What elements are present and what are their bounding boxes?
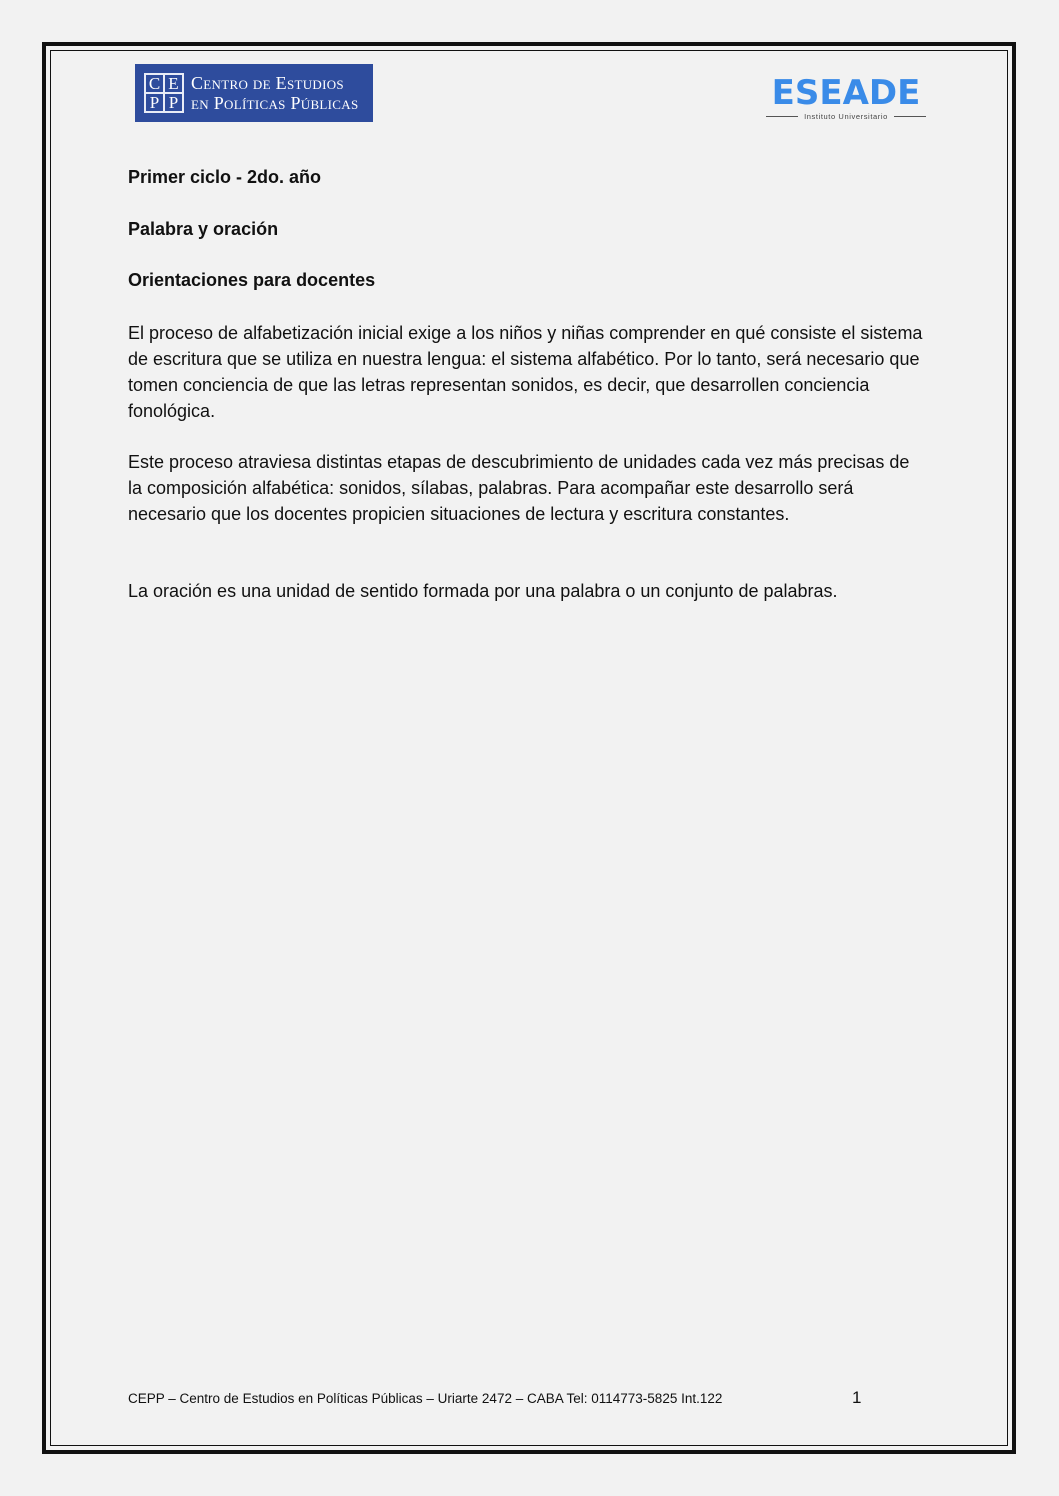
cepp-logo-mark xyxy=(144,73,184,113)
cepp-logo-text xyxy=(191,73,359,113)
heading-section: Orientaciones para docentes xyxy=(128,270,376,290)
page-border-inner xyxy=(50,50,1008,1446)
paragraph-sentence-definition: La oración es una unidad de sentido formada por una palabra o un conjunto de palabras. xyxy=(128,581,838,601)
paragraph-discovery-stages: Este proceso atraviesa distintas etapas de descubrimiento de unidades cada vez más precisas de la composición alfabética: sonidos, sílabas, palabras. Para acompañar este desarrollo será necesario que los docentes propicien situaciones de lectura y escritura constantes. xyxy=(128,452,910,524)
eseade-logo-subtitle: Instituto Universitario xyxy=(804,112,888,121)
cepp-logo-line-1: Centro de Estudios xyxy=(191,73,344,93)
cepp-logo-letter: P xyxy=(164,93,183,112)
footer-address: CEPP – Centro de Estudios en Políticas Públicas – Uriarte 2472 – CABA Tel: 0114773-5825 Int.122 xyxy=(128,1391,723,1406)
cepp-logo-line-2: en Políticas Públicas xyxy=(191,93,359,113)
eseade-logo-subtitle-row xyxy=(766,112,926,121)
eseade-logo xyxy=(766,74,926,124)
eseade-logo-rule xyxy=(766,116,798,117)
cepp-logo-letter: C xyxy=(145,74,164,93)
heading-topic: Palabra y oración xyxy=(128,219,279,239)
eseade-logo-rule xyxy=(894,116,926,117)
page-number: 1 xyxy=(852,1388,862,1407)
paragraph-literacy-process: El proceso de alfabetización inicial exige a los niños y niñas comprender en qué consiste el sistema de escritura que se utiliza en nuestra lengua: el sistema alfabético. Por lo tanto, será necesario que tomen conciencia de que las letras representan sonidos, es decir, que desarrollen conciencia fonológica. xyxy=(128,323,923,421)
cepp-logo-letter: E xyxy=(164,74,183,93)
heading-cycle: Primer ciclo - 2do. año xyxy=(128,167,322,187)
cepp-logo-letter: P xyxy=(145,93,164,112)
eseade-logo-name: ESEADE xyxy=(771,73,921,113)
cepp-logo xyxy=(135,64,373,122)
